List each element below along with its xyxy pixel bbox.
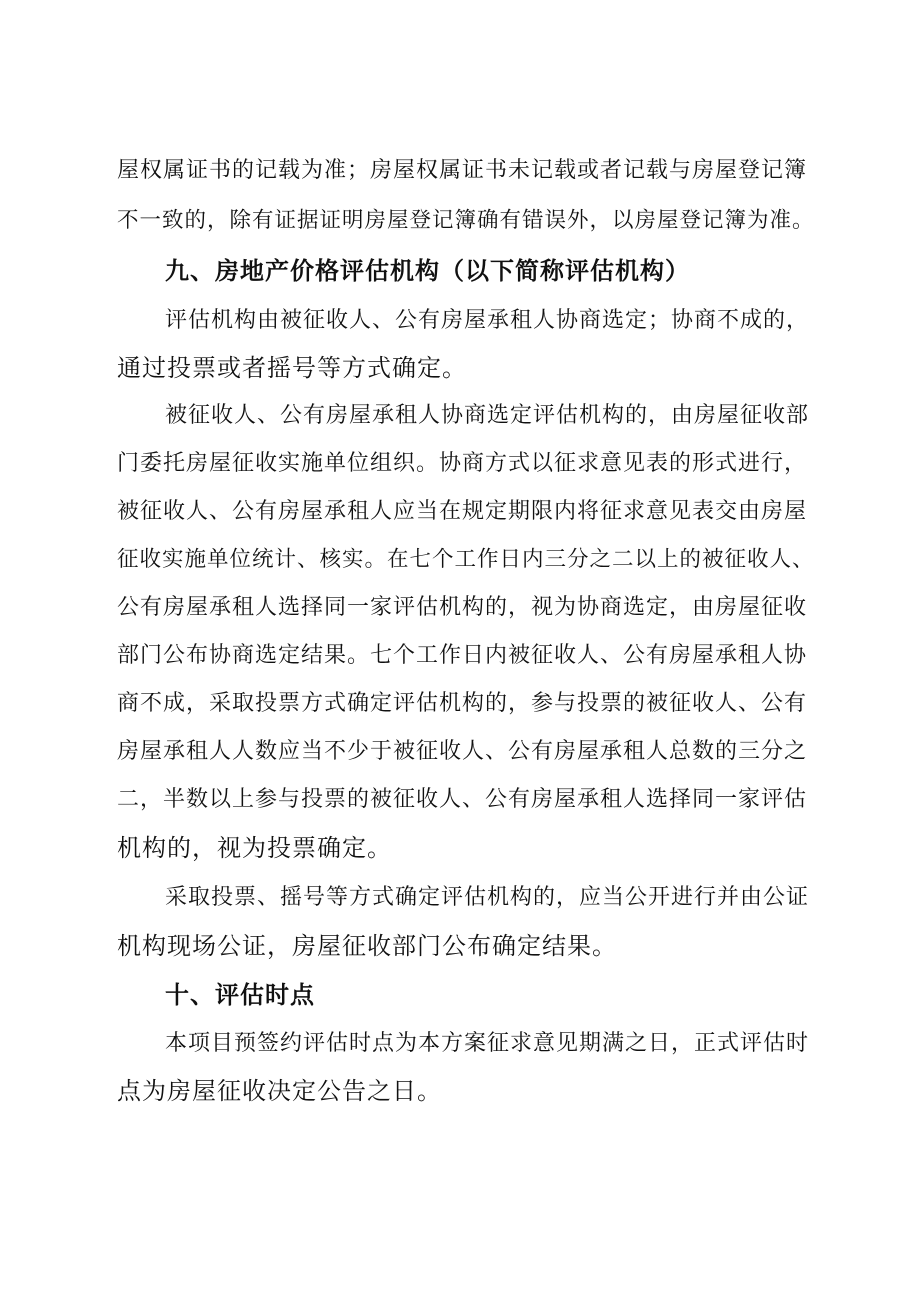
body-text-line: 通过投票或者摇号等方式确定。 [117,354,467,382]
body-text-line: 机构现场公证，房屋征收部门公布确定结果。 [117,932,617,960]
body-text-line: 点为房屋征收决定公告之日。 [117,1077,442,1105]
body-text-line: 房屋承租人人数应当不少于被征收人、公有房屋承租人总数的三分之 [117,739,808,764]
section-heading-9: 九、房地产价格评估机构（以下简称评估机构） [165,257,690,285]
body-text-line: 采取投票、摇号等方式确定评估机构的，应当公开进行并由公证 [165,885,810,910]
body-text-line: 本项目预签约评估时点为本方案征求意见期满之日，正式评估时 [165,1031,810,1056]
body-text-line: 机构的，视为投票确定。 [117,834,392,862]
body-text-line: 门委托房屋征收实施单位组织。协商方式以征求意见表的形式进行， [117,451,808,476]
section-heading-10: 十、评估时点 [165,981,315,1009]
body-text-line: 二，半数以上参与投票的被征收人、公有房屋承租人选择同一家评估 [117,787,808,812]
body-text-line: 商不成，采取投票方式确定评估机构的，参与投票的被征收人、公有 [117,691,808,716]
body-text-line: 征收实施单位统计、核实。在七个工作日内三分之二以上的被征收人、 [117,547,815,572]
body-text-line: 屋权属证书的记载为准；房屋权属证书未记载或者记载与房屋登记簿 [117,158,808,183]
body-text-line: 不一致的，除有证据证明房屋登记簿确有错误外，以房屋登记簿为准。 [117,208,815,233]
body-text-line: 评估机构由被征收人、公有房屋承租人协商选定；协商不成的， [165,308,810,333]
body-text-line: 公有房屋承租人选择同一家评估机构的，视为协商选定，由房屋征收 [117,595,808,620]
body-text-line: 部门公布协商选定结果。七个工作日内被征收人、公有房屋承租人协 [117,643,808,668]
body-text-line: 被征收人、公有房屋承租人协商选定评估机构的，由房屋征收部 [165,403,810,428]
body-text-line: 被征收人、公有房屋承租人应当在规定期限内将征求意见表交由房屋 [117,499,808,524]
